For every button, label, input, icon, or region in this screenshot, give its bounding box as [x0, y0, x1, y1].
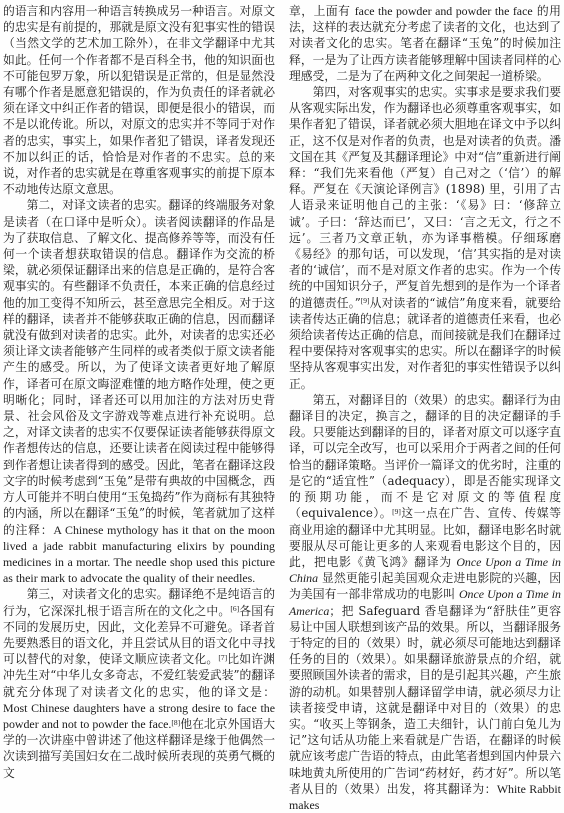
footnote-ref: [9]: [360, 296, 370, 306]
body-text: 的用法，这样的表达就充分考虑了读者的文化，也达到了对读者文化的忠实。笔者在翻译“玉兔”的时候加注释，一是为了让西方读者能够理解中国读者同样的心理感受，二是为了在两种文化之间架起一道桥梁。: [289, 4, 561, 83]
body-text: 的语言和内容用一种语言转换成另一种语言。对原文的忠实是有前提的，那就是原文没有犯事实性的错误（当然文学的艺术加工除外），在非文学翻译中尤其如此。任何一个作者都不是百科全书，他的知识面也不可能包罗万象，所以犯错误是正常的，但是显然没有哪个作者是愿意犯错误的，作为负责任的译者就必须在译文中纠正作者的错误，即便是很小的错误，而不是以讹传讹。所以，对原文的忠实并不等同于对作者的忠实，事实上，如果作者犯了错误，译者发现还不加以纠正的话，恰恰是对作者的不忠实。总的来说，对作者的忠实就是在尊重客观事实的前提下原本不动地传达原文意思。: [3, 4, 275, 197]
italic-title: Once Upon a Time in China: [289, 554, 561, 586]
body-text: 第四，对客观事实的忠实。实事求是要求我们要从客观实际出发，作为翻译也必须尊重客观事实，如果作者犯了错误，译者就必须大胆地在译文中予以纠正，这不仅是对作者的负责，也是对读者的负责。潘文国在其《严复及其翻译理论》中对“信”重新进行阐释：“我们先来看他（严复）自己对之（‘信’）的解释。严复在《天演论译例言》(1898) 里，引用了古人语录来证明他自己的主张：‘《易》曰：‘修辞立诚’。子曰：‘辞达而已’，又曰：‘言之无文，行之不远’。三者乃文章正轨，亦为译事楷模。仔细琢磨《易经》的那句话，可以发现，‘信’其实指的是对读者的‘诚信’，而不是对原文作者的忠实。作为一个传统的中国知识分子，严复首先想到的是作为一个译者的道德责任。”: [289, 85, 561, 310]
body-text: 比如许渊冲先生对“中华儿女多奇志，不爱红装爱武装”的翻译就充分体现了对读者文化的忠实，他的译文是：: [3, 652, 275, 699]
body-text: 章，上面有: [289, 4, 355, 18]
body-text: 第二，对译文读者的忠实。翻译的终端服务对象是读者（在口译中是听众）。读者阅读翻译的作品是为了获取信息、了解文化、提高修养等等，而没有任何一个读者想获取错误的信息。翻译作为交流的桥梁，就必须保证翻译出来的信息是正确的，是符合客观事实的。有些翻译不负责任，本来正确的信息经过他的加工变得不知所云，甚至意思完全相反。对于这样的翻译，读者并不能够获取正确的信息，因而翻译就没有做到对读者的忠实。此外，对读者的忠实还必须让译文读者能够产生同样的或者类似于原文读者能产生的感受。所以，为了使译文读者更好地了解原作，译者可在原文晦涩难懂的地方略作处理，使之更明晰化；同时，译者还可以用加注的方法对历史背景、社会风俗及文字游戏等难点进行补充说明。总之，对译文读者的忠实不仅要保证读者能够获得原文作者想传达的信息，还要让读者在阅读过程中能够得到作者想让读者得到的感受。因此，笔者在翻译这段文字的时候考虑到“玉兔”是带有典故的中国概念，西方人可能并不明白使用“玉兔捣药”作为商标有其独特的内涵，所以在翻译“玉兔”的时候，笔者就加了这样的注释：: [3, 198, 275, 537]
body-text: 第五，对翻译目的（效果）的忠实。翻译行为由翻译目的决定，换言之，翻译的目的决定翻译的手段。只要能达到翻译的目的，译者对原文可以逐字直译，可以完全改写，也可以采用介于两者之间的任何恰当的翻译策略。当评价一篇译文的优劣时，注重的是它的“适宜性”（adequacy），即是否能实现译文的预期功能，而不是它对原文的等值程度（equivalence）。: [289, 392, 561, 521]
column-right: [289, 3, 561, 812]
body-text: 第三，对读者文化的忠实。翻译绝不是纯语言的行为，它深深扎根于语言所在的文化之中。: [3, 587, 275, 618]
footnote-ref: [7]: [218, 652, 228, 662]
italic-title: Once Upon a Time in America: [289, 587, 561, 618]
body-text: 这一点在广告、宣传、传媒等商业用途的翻译中尤其明显。比如，翻译电影名时就要服从尽可能让更多的人来观看电影这个目的，因此，把电影《黄飞鸿》翻译为: [289, 506, 561, 569]
english-text: A Chinese mythology has it that on the moon lived a jade rabbit manufacturing elixirs by pounding medicines in a mortar. The needle shop used this picture as their mark to advocate the quality of their needles.: [3, 522, 275, 586]
footnote-ref: [6]: [230, 604, 240, 614]
body-text: 各国有不同的发展历史，因此，文化差异不可避免。译者首先要熟悉目的语文化，并且尝试从目的语文化中寻找可以替代的对象，使译文顺应读者文化。: [3, 603, 275, 667]
paragraph: [3, 197, 275, 586]
paragraph-continued: [3, 3, 275, 197]
footnote-ref: [9]: [392, 506, 401, 516]
body-text: 他在北京外国语大学的一次讲座中曾讲述了他这样翻译是缘于他偶然一次读到描写美国妇女在二战时候所表现的英勇气概的文: [3, 716, 275, 780]
footnote-ref: [8]: [171, 717, 181, 727]
english-text: White Rabbit makes: [289, 781, 561, 812]
body-text: 从对读者的“诚信”角度来看，就要给读者传达正确的信息；就译者的道德责任来看，也必须给读者传达正确的信息，而间接就是我们在翻译过程中要保持对客观事实的忠实。所以在翻译字的时候坚持从客观事实出发，对作者犯的事实性错误予以纠正。: [289, 295, 561, 391]
english-text: face the powder and powder the face: [354, 4, 533, 18]
column-left: [3, 3, 275, 780]
body-text: ；把 Safeguard 香皂翻译为“舒肤佳”更容易让中国人联想到该产品的效果。所以，当翻译服务于特定的目的（效果）时，就必须尽可能地达到翻译任务的目的（效果）。如果翻译旅游景点的介绍，就要照顾国外读者的需求，目的是引起其兴趣，产生旅游的动机。如果替别人翻译留学申请，就必须尽力让读者接受申请，这就是翻译中对目的（效果）的忠实。“收买上等钢条，造工夫细针，认门前白兔儿为记”这句话从功能上来看就是广告语，在翻译的时候就应该考虑广告语的特点，由此笔者想到国内仲景六味地黄丸所使用的广告词“药材好，药才好”。所以笔者从目的（效果）出发，将其翻译为：: [289, 603, 561, 796]
paragraph: [3, 586, 275, 780]
paragraph-continued: [289, 3, 561, 84]
body-text: 显然更能引起美国观众走进电影院的兴趣，因为美国有一部非常成功的电影叫: [289, 571, 561, 602]
english-text: Most Chinese daughters have a strong desire to face the powder and not to powder the face.: [3, 700, 275, 731]
paragraph: [289, 392, 561, 813]
paragraph: [289, 84, 561, 392]
